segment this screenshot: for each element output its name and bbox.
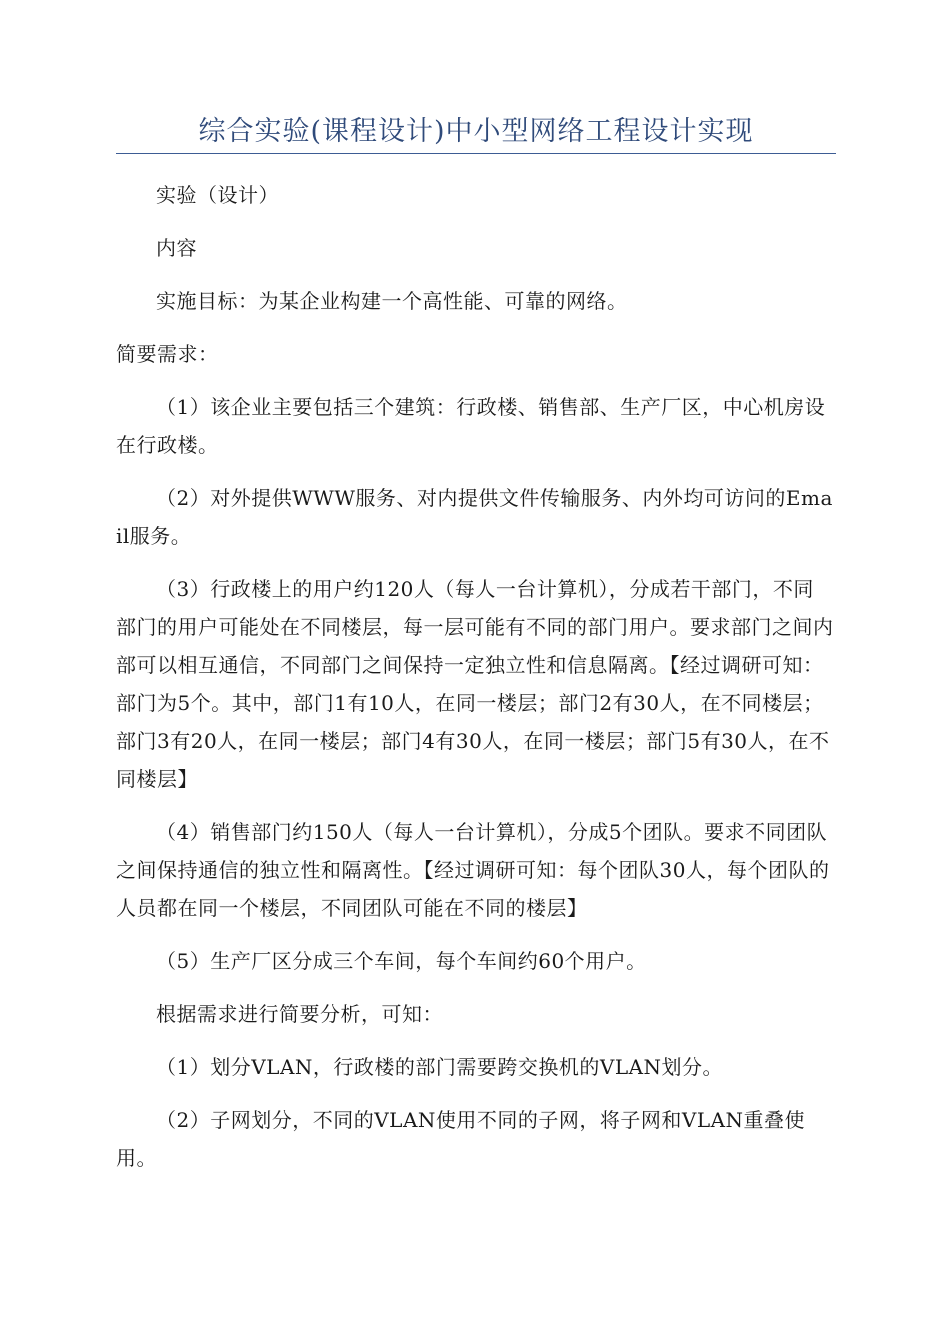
paragraph-requirements-heading: 简要需求： xyxy=(116,342,219,366)
paragraph-requirement-2: （2）对外提供WWW服务、对内提供文件传输服务、内外均可访问的Email服务。 xyxy=(116,486,833,548)
paragraph-requirement-1: （1）该企业主要包括三个建筑：行政楼、销售部、生产厂区，中心机房设在行政楼。 xyxy=(116,395,826,457)
paragraph-experiment-design: 实验（设计） xyxy=(156,183,279,207)
paragraph-goal: 实施目标：为某企业构建一个高性能、可靠的网络。 xyxy=(156,289,628,313)
document-body xyxy=(116,176,834,1192)
paragraph-requirement-3: （3）行政楼上的用户约120人（每人一台计算机），分成若干部门，不同部门的用户可能处在不同楼层，每一层可能有不同的部门用户。要求部门之间内部可以相互通信，不同部门之间保持一定独立性和信息隔离。【经过调研可知：部门为5个。其中，部门1有10人，在同一楼层；部门2有30人，在不同楼层；部门3有20人，在同一楼层；部门4有30人，在同一楼层；部门5有30人，在不同楼层】 xyxy=(116,577,834,791)
paragraph-analysis-1: （1）划分VLAN，行政楼的部门需要跨交换机的VLAN划分。 xyxy=(156,1055,724,1079)
paragraph-requirement-5: （5）生产厂区分成三个车间，每个车间约60个用户。 xyxy=(156,949,647,973)
paragraph-requirement-4: （4）销售部门约150人（每人一台计算机），分成5个团队。要求不同团队之间保持通信的独立性和隔离性。【经过调研可知：每个团队30人，每个团队的人员都在同一个楼层，不同团队可能在不同的楼层】 xyxy=(116,820,830,920)
paragraph-content: 内容 xyxy=(156,236,197,260)
document-title: 综合实验(课程设计)中小型网络工程设计实现 xyxy=(198,116,754,147)
title-underline xyxy=(116,153,836,154)
paragraph-analysis-2: （2）子网划分，不同的VLAN使用不同的子网，将子网和VLAN重叠使用。 xyxy=(116,1108,806,1170)
paragraph-analysis-intro: 根据需求进行简要分析，可知： xyxy=(156,1002,443,1026)
